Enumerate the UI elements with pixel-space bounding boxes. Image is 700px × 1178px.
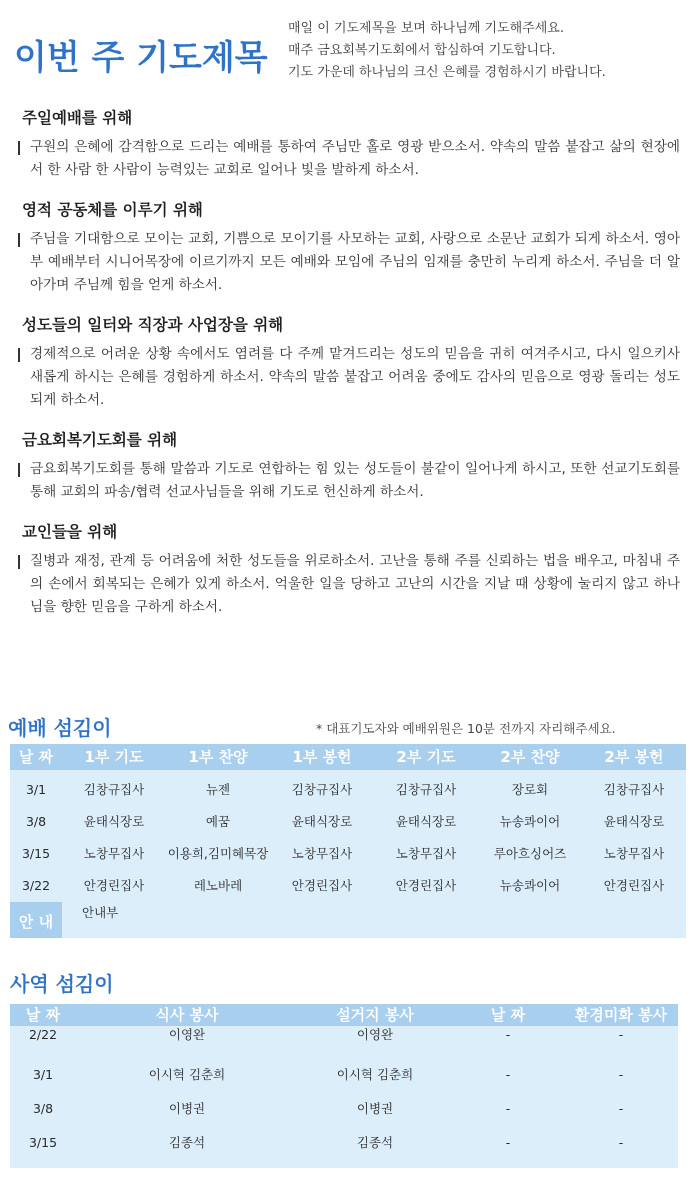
table-row: [10, 1060, 678, 1094]
table-cell: 이용희,김미혜목장: [167, 846, 269, 861]
table-row: [10, 870, 686, 902]
table-cell: 윤태식장로: [291, 814, 353, 829]
section-heading: 주일예배를 위해: [22, 109, 133, 127]
table-cell: 김창규집사: [83, 782, 145, 797]
guide-value: 안내부: [82, 905, 119, 920]
col-header: 날 짜: [25, 1006, 61, 1024]
col-header: 날 짜: [490, 1006, 526, 1024]
table-cell: 3/1: [32, 1067, 54, 1082]
col-header: 1부 봉헌: [292, 748, 352, 766]
intro-text: [288, 18, 693, 84]
section-body: 주님을 기대함으로 모이는 교회, 기쁨으로 모이기를 사모하는 교회, 사랑으로 소문난 교회가 되게 하소서. 영아부 예배부터 시니어목장에 이르기까지 모든 예배와 모임에 주님의 임재를 충만히 누리게 하소서. 주님을 더 알아가며 주님께 힘을 얻게 하소서.: [18, 228, 680, 297]
section-body: 질병과 재정, 관계 등 어려움에 처한 성도들을 위로하소서. 고난을 통해 주를 신뢰하는 법을 배우고, 마침내 주의 손에서 회복되는 은혜가 있게 하소서. 억울한 일을 당하고 고난의 시간을 지날 때 상황에 눌리지 않고 하나님을 향한 믿음을 구하게 하소서.: [18, 550, 680, 619]
ministry-title: 사역 섬김이: [10, 972, 114, 996]
col-header: 설거지 봉사: [336, 1006, 414, 1024]
col-header: 1부 찬양: [188, 748, 248, 766]
table-cell: 이영완: [356, 1027, 394, 1042]
service-note: * 대표기도자와 예배위원은 10분 전까지 자리해주세요.: [316, 721, 616, 736]
table-row: [10, 774, 686, 806]
table-cell: 안경린집사: [291, 878, 353, 893]
table-cell: -: [618, 1027, 624, 1042]
table-cell: 윤태식장로: [395, 814, 457, 829]
table-cell: 뉴젠: [205, 782, 231, 797]
section-body: 경제적으로 어려운 상황 속에서도 염려를 다 주께 맡겨드리는 성도의 믿음을 귀히 여겨주시고, 다시 일으키사 새롭게 하시는 은혜를 경험하게 하소서. 약속의 말씀 붙잡고 어려움 중에도 감사의 믿음으로 영광 돌리는 성도 되게 하소서.: [18, 343, 680, 412]
table-cell: -: [505, 1101, 511, 1116]
section-heading: 교인들을 위해: [22, 523, 118, 541]
table-row: [10, 1026, 678, 1060]
ministry-table-header: [10, 1004, 678, 1026]
table-cell: 안경린집사: [603, 878, 665, 893]
service-title: 예배 섬김이: [8, 716, 112, 740]
table-cell: 안경린집사: [83, 878, 145, 893]
service-table-body: [10, 770, 686, 938]
prayer-section: [18, 428, 680, 504]
table-cell: 뉴송콰이어: [499, 878, 561, 893]
prayer-section: [18, 106, 680, 182]
table-cell: 윤태식장로: [83, 814, 145, 829]
table-cell: 3/15: [28, 1135, 58, 1150]
table-cell: 이시혁 김춘희: [336, 1067, 414, 1082]
table-row: [10, 838, 686, 870]
ministry-table: [10, 1004, 678, 1168]
table-cell: 김종석: [356, 1135, 394, 1150]
table-cell: 뉴송콰이어: [499, 814, 561, 829]
prayer-section: [18, 198, 680, 297]
table-cell: 이병권: [168, 1101, 206, 1116]
col-header: 식사 봉사: [155, 1006, 219, 1024]
guide-row: [10, 902, 686, 938]
table-row: [10, 1128, 678, 1162]
table-cell: 노창무집사: [603, 846, 665, 861]
table-cell: 김창규집사: [395, 782, 457, 797]
table-cell: 이영완: [168, 1027, 206, 1042]
col-header: 2부 기도: [396, 748, 456, 766]
table-row: [10, 806, 686, 838]
table-cell: 김종석: [168, 1135, 206, 1150]
col-header: 날 짜: [18, 748, 54, 766]
col-header: 1부 기도: [84, 748, 144, 766]
table-cell: 이병권: [356, 1101, 394, 1116]
table-cell: 루아흐싱어즈: [493, 846, 567, 861]
table-cell: 3/1: [25, 782, 47, 797]
section-heading: 영적 공동체를 이루기 위해: [22, 201, 203, 219]
table-cell: 3/8: [25, 814, 47, 829]
section-body: 구원의 은혜에 감격함으로 드리는 예배를 통하여 주님만 홀로 영광 받으소서. 약속의 말씀 붙잡고 삶의 현장에서 한 사람 한 사람이 능력있는 교회로 일어나 빛을 발하게 하소서.: [18, 136, 680, 182]
table-cell: 노창무집사: [291, 846, 353, 861]
table-cell: 윤태식장로: [603, 814, 665, 829]
section-heading: 성도들의 일터와 직장과 사업장을 위해: [22, 316, 284, 334]
ministry-table-body: [10, 1026, 678, 1168]
table-cell: -: [618, 1135, 624, 1150]
intro-line: 매주 금요회복기도회에서 합심하여 기도합니다.: [288, 43, 556, 58]
table-cell: 3/22: [21, 878, 51, 893]
col-header: 환경미화 봉사: [574, 1006, 668, 1024]
table-cell: 2/22: [28, 1027, 58, 1042]
table-cell: 노창무집사: [395, 846, 457, 861]
prayer-sections: [18, 96, 680, 635]
page-title: 이번 주 기도제목: [14, 38, 268, 78]
prayer-section: [18, 313, 680, 412]
table-cell: -: [618, 1101, 624, 1116]
table-cell: 장로회: [511, 782, 549, 797]
table-cell: 김창규집사: [291, 782, 353, 797]
section-heading: 금요회복기도회를 위해: [22, 431, 178, 449]
guide-label: 안 내: [10, 902, 62, 938]
table-cell: 레노바레: [193, 878, 243, 893]
intro-line: 매일 이 기도제목을 보며 하나님께 기도해주세요.: [288, 21, 564, 36]
table-cell: 예꿈: [205, 814, 231, 829]
table-cell: 3/15: [21, 846, 51, 861]
intro-line: 기도 가운데 하나님의 크신 은혜를 경험하시기 바랍니다.: [288, 65, 606, 80]
table-cell: -: [505, 1027, 511, 1042]
col-header: 2부 봉헌: [604, 748, 664, 766]
table-cell: 3/8: [32, 1101, 54, 1116]
prayer-section: [18, 520, 680, 619]
col-header: 2부 찬양: [500, 748, 560, 766]
table-cell: 김창규집사: [603, 782, 665, 797]
service-table-header: [10, 744, 686, 770]
table-cell: 노창무집사: [83, 846, 145, 861]
table-cell: 이시혁 김춘희: [148, 1067, 226, 1082]
table-cell: 안경린집사: [395, 878, 457, 893]
table-cell: -: [618, 1067, 624, 1082]
table-cell: -: [505, 1067, 511, 1082]
table-cell: -: [505, 1135, 511, 1150]
service-table: [10, 744, 686, 938]
table-row: [10, 1094, 678, 1128]
section-body: 금요회복기도회를 통해 말씀과 기도로 연합하는 힘 있는 성도들이 불같이 일어나게 하시고, 또한 선교기도회를 통해 교회의 파송/협력 선교사님들을 위해 기도로 헌신하게 하소서.: [18, 458, 680, 504]
